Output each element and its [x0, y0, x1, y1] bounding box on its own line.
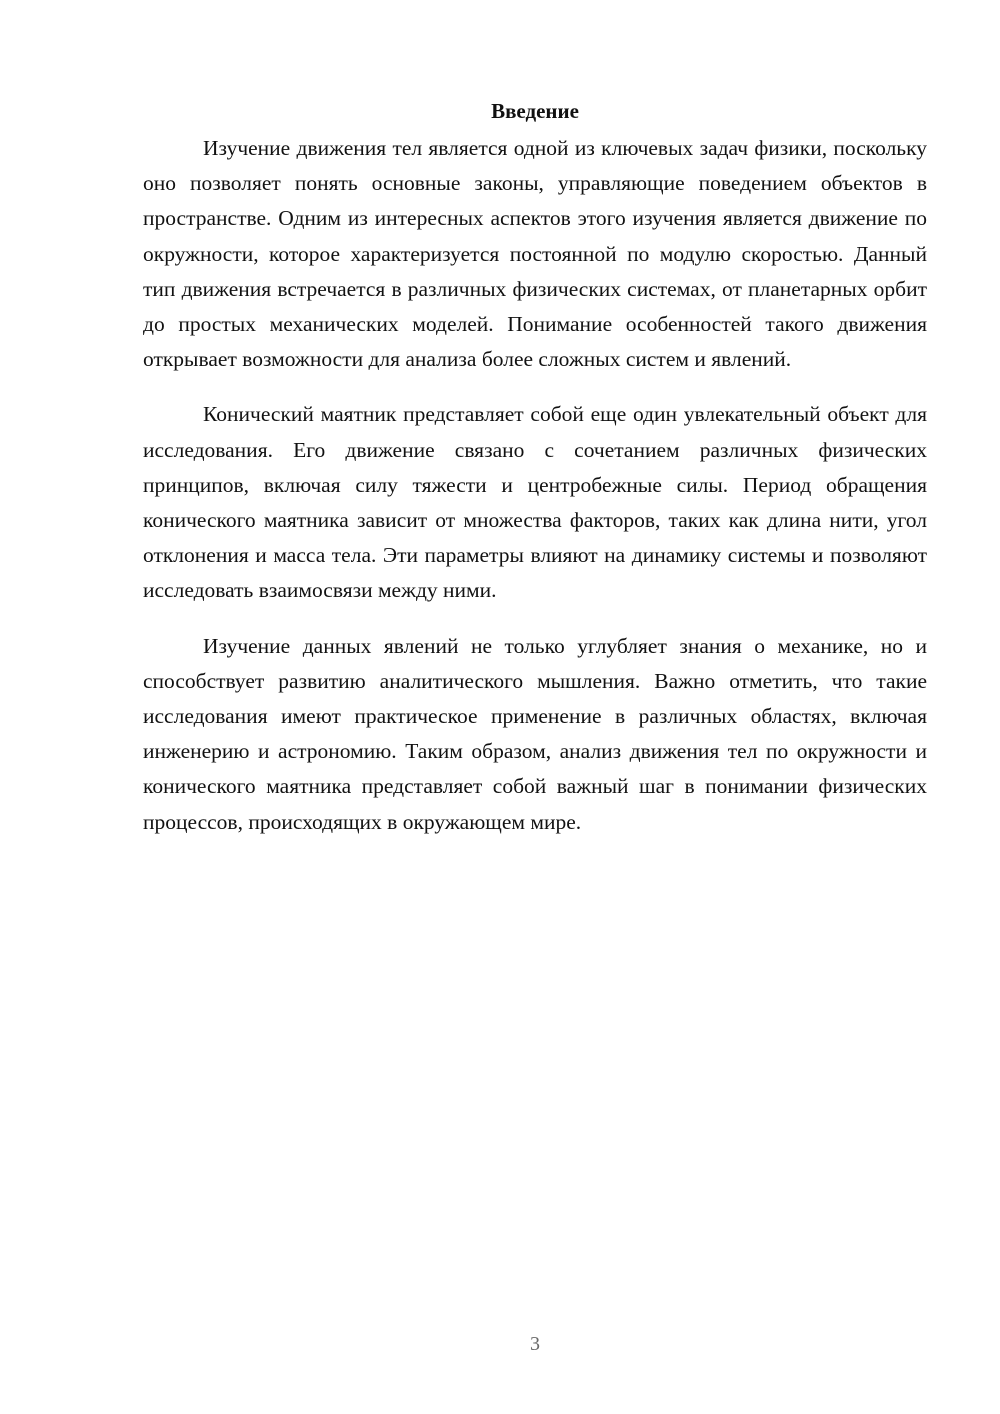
section-title: Введение	[491, 99, 579, 123]
paragraph-3: Изучение данных явлений не только углубляет знания о механике, но и способствует развитию аналитического мышления. Важно отметить, что такие исследования имеют практическое применение в различных областях, включая инженерию и астрономию. Таким образом, анализ движения тел по окружности и конического маятника представляет собой важный шаг в понимании физических процессов, происходящих в окружающем мире.	[143, 633, 927, 834]
paragraph-1: Изучение движения тел является одной из ключевых задач физики, поскольку оно позволяет понять основные законы, управляющие поведением объектов в пространстве. Одним из интересных аспектов этого изучения является движение по окружности, которое характеризуется постоянной по модулю скоростью. Данный тип движения встречается в различных физических системах, от планетарных орбит до простых механических моделей. Понимание особенностей такого движения открывает возможности для анализа более сложных систем и явлений.	[143, 136, 927, 372]
page-content	[143, 93, 927, 860]
page-number: 3	[530, 1333, 540, 1355]
paragraph-2: Конический маятник представляет собой еще один увлекательный объект для исследования. Его движение связано с сочетанием различных физических принципов, включая силу тяжести и центробежные силы. Период обращения конического маятника зависит от множества факторов, таких как длина нити, угол отклонения и масса тела. Эти параметры влияют на динамику системы и позволяют исследовать взаимосвязи между ними.	[143, 402, 927, 603]
